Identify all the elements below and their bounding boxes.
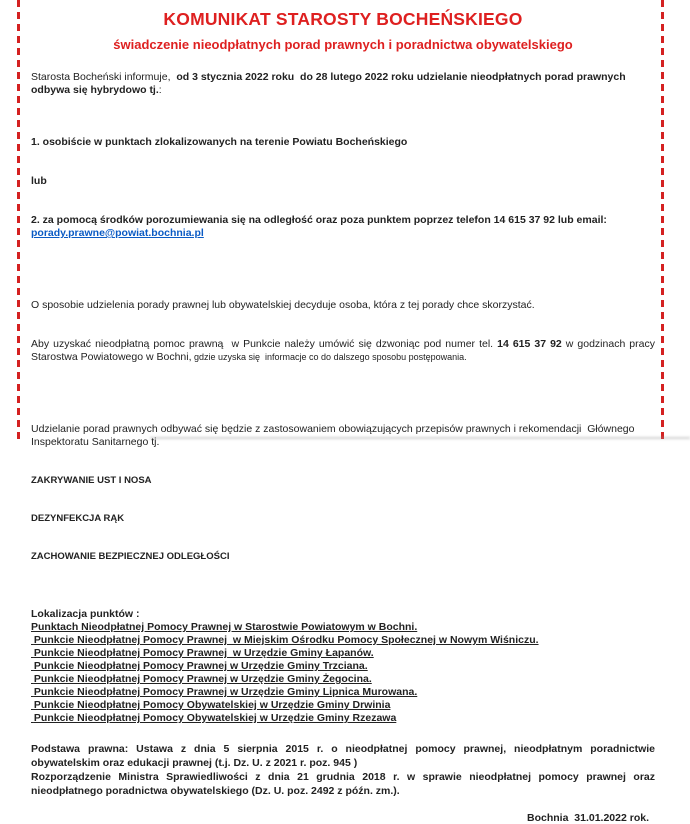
location-item: Punkcie Nieodpłatnej Pomocy Prawnej w Urzędzie Gminy Trzciana. <box>31 660 368 672</box>
location-item: Punkcie Nieodpłatnej Pomocy Prawnej w Urzędzie Gminy Żegocina. <box>31 673 372 685</box>
rule-item-mask: ZAKRYWANIE UST I NOSA <box>31 475 152 486</box>
legal-basis-section <box>31 743 655 798</box>
option-item-2-text: 2. za pomocą środków porozumiewania się na odległość oraz poza punktem poprzez telefon 14 615 37 92 lub email: <box>31 214 610 226</box>
intro-prefix: Starosta Bocheński informuje, <box>31 71 177 83</box>
rules-section <box>31 397 655 589</box>
intro-suffix: : <box>158 84 162 96</box>
details-line-2-small: gdzie uzyska się informacje co do dalszego sposobu postępowania. <box>191 352 467 362</box>
email-link[interactable]: porady.prawne@powiat.bochnia.pl <box>31 227 204 239</box>
location-item: Punktach Nieodpłatnej Pomocy Prawnej w Starostwie Powiatowym w Bochni. <box>31 621 418 633</box>
locations-heading: Lokalizacja punktów : <box>31 608 140 620</box>
option-item-2 <box>31 214 655 240</box>
locations-section <box>31 608 655 725</box>
document-content <box>31 0 658 824</box>
option-or: lub <box>31 175 47 187</box>
location-item: Punkcie Nieodpłatnej Pomocy Prawnej w Urzędzie Gminy Łapanów. <box>31 647 374 659</box>
legal-paragraph-1: Podstawa prawna: Ustawa z dnia 5 sierpnia 2015 r. o nieodpłatnej pomocy prawnej, nieodpłatnym poradnictwie obywatelskim oraz edukacji prawnej (t.j. Dz. U. z 2021 r. poz. 945 ) <box>31 743 655 769</box>
details-line-2-suffix: w godzinach pracy Starostwa Powiatowego w Bochni, <box>31 338 658 363</box>
details-paragraph <box>31 273 658 390</box>
page-title: KOMUNIKAT STAROSTY BOCHEŃSKIEGO <box>163 9 523 29</box>
location-item: Punkcie Nieodpłatnej Pomocy Prawnej w Urzędzie Gminy Lipnica Murowana. <box>31 686 418 698</box>
intro-paragraph <box>31 71 655 97</box>
location-item: Punkcie Nieodpłatnej Pomocy Prawnej w Miejskim Ośrodku Pomocy Społecznej w Nowym Wiśniczu. <box>31 634 539 646</box>
left-dashed-border <box>17 0 20 440</box>
rules-intro: Udzielanie porad prawnych odbywać się będzie z zastosowaniem obowiązujących przepisów prawnych i rekomendacji Głównego Inspektoratu Sanitarnego tj. <box>31 423 638 448</box>
page-subtitle: świadczenie nieodpłatnych porad prawnych i poradnictwa obywatelskiego <box>113 37 573 52</box>
location-item: Punkcie Nieodpłatnej Pomocy Obywatelskiej w Urzędzie Gminy Rzezawa <box>31 712 397 724</box>
legal-paragraph-2: Rozporządzenie Ministra Sprawiedliwości z dnia 21 grudnia 2018 r. w sprawie nieodpłatnej pomocy prawnej oraz nieodpłatnego poradnictwa obywatelskiego (Dz. U. poz. 2492 z późn. zm.). <box>31 771 655 797</box>
location-item: Punkcie Nieodpłatnej Pomocy Obywatelskiej w Urzędzie Gminy Drwinia <box>31 699 391 711</box>
options-list <box>31 110 655 266</box>
right-dashed-border <box>661 0 664 440</box>
intro-bold: od 3 stycznia 2022 roku do 28 lutego 2022 roku udzielanie nieodpłatnych porad prawnych odbywa się hybrydowo tj. <box>31 71 629 96</box>
phone-number: 14 615 37 92 <box>497 338 562 350</box>
details-line-1: O sposobie udzielenia porady prawnej lub obywatelskiej decyduje osoba, która z tej porady chce skorzystać. <box>31 299 535 311</box>
option-item-1: 1. osobiście w punktach zlokalizowanych na terenie Powiatu Bocheńskiego <box>31 136 408 148</box>
rule-item-distance: ZACHOWANIE BEZPIECZNEJ ODLEGŁOŚCI <box>31 551 230 562</box>
date-line: Bochnia 31.01.2022 rok. <box>527 812 649 824</box>
rule-item-disinfection: DEZYNFEKCJA RĄK <box>31 513 125 524</box>
details-line-2-prefix: Aby uzyskać nieodpłatną pomoc prawną w Punkcie należy umówić się dzwoniąc pod numer tel. <box>31 338 498 350</box>
details-line-2 <box>31 338 658 364</box>
